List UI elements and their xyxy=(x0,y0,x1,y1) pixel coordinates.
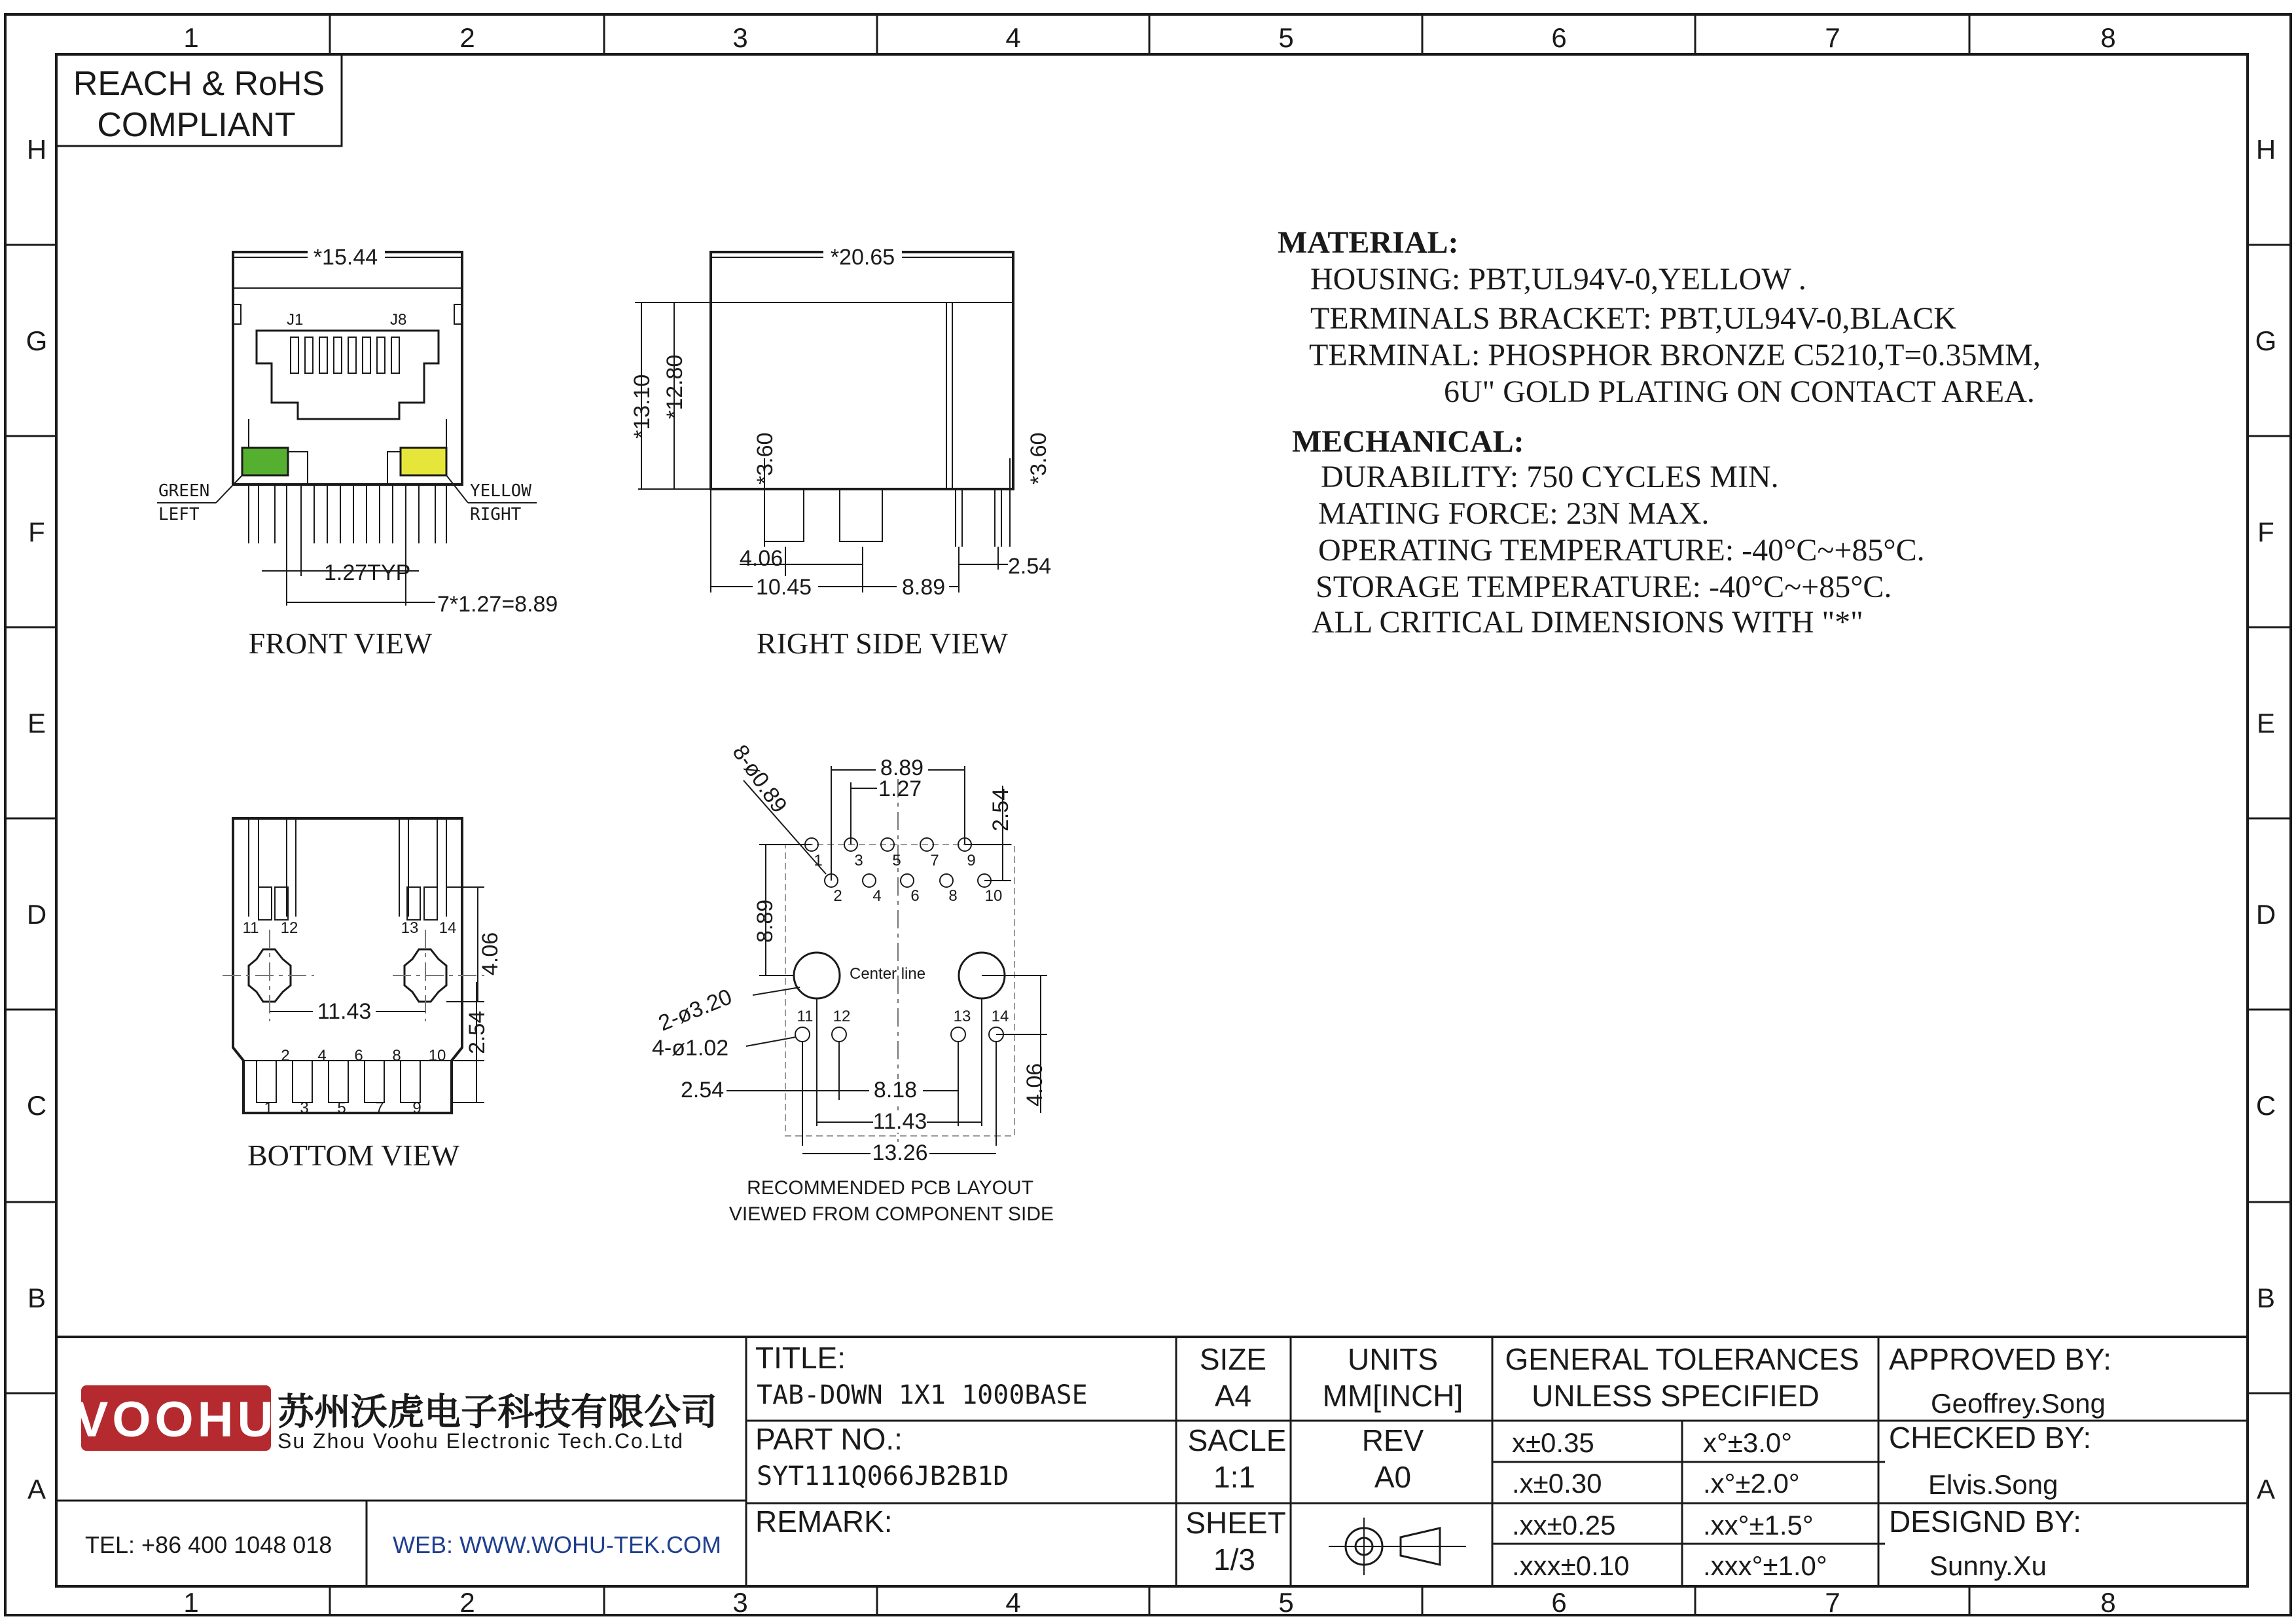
front-view xyxy=(157,245,558,660)
bottom-pin-5-label: 5 xyxy=(337,1099,346,1117)
title-value: TAB-DOWN 1X1 1000BASE xyxy=(757,1380,1088,1410)
mechanical-line: MATING FORCE: 23N MAX. xyxy=(1318,496,1710,531)
col-label-top: 2 xyxy=(459,22,475,53)
pcb-pin-9-label: 9 xyxy=(967,852,976,869)
tolerance-angular: x°±3.0° xyxy=(1703,1427,1793,1458)
col-label-bottom: 5 xyxy=(1278,1587,1294,1618)
col-label-top: 4 xyxy=(1005,22,1021,53)
size-value: A4 xyxy=(1214,1379,1252,1413)
tolerance-linear: .x±0.30 xyxy=(1512,1468,1602,1499)
col-label-top: 1 xyxy=(183,22,199,53)
bottom-pin-14-label: 14 xyxy=(439,919,457,937)
title-label: TITLE: xyxy=(755,1341,846,1375)
row-label-left: F xyxy=(28,517,45,547)
bottom-dim-254: 2.54 xyxy=(465,1010,490,1054)
front-pins xyxy=(249,484,446,543)
material-title: MATERIAL: xyxy=(1278,225,1459,260)
mechanical-line: STORAGE TEMPERATURE: -40°C~+85°C. xyxy=(1316,570,1892,604)
sheet-value: 1/3 xyxy=(1213,1542,1255,1577)
checked-by-value: Elvis.Song xyxy=(1928,1469,2058,1500)
pcb-dim-254-bottom: 2.54 xyxy=(681,1078,725,1103)
checked-by-label: CHECKED BY: xyxy=(1889,1421,2092,1455)
pcb-caption-line-2: VIEWED FROM COMPONENT SIDE xyxy=(728,1203,1054,1225)
specifications xyxy=(1278,225,2041,640)
pcb-small-holes-label: 4-ø1.02 xyxy=(652,1036,729,1061)
led-left-label-color: GREEN xyxy=(158,481,210,501)
bottom-pin-3-label: 3 xyxy=(300,1099,309,1117)
pcb-dim-127: 1.27 xyxy=(878,776,922,801)
pcb-dim-818: 8.18 xyxy=(873,1078,918,1103)
pcb-pin-14-label: 14 xyxy=(991,1008,1009,1025)
row-label-right: E xyxy=(2256,708,2276,739)
tolerance-angular: .x°±2.0° xyxy=(1703,1468,1800,1499)
scale-label: SACLE xyxy=(1187,1423,1287,1457)
front-view-caption: FRONT VIEW xyxy=(248,627,433,660)
row-label-right: B xyxy=(2256,1283,2276,1313)
side-dim-406: 4.06 xyxy=(740,546,783,571)
row-label-right: H xyxy=(2255,134,2276,165)
pcb-dim-254-top: 2.54 xyxy=(988,788,1013,831)
col-label-top: 3 xyxy=(732,22,748,53)
row-label-right: A xyxy=(2256,1474,2276,1504)
row-label-left: B xyxy=(27,1283,46,1313)
tolerance-title-2: UNLESS SPECIFIED xyxy=(1532,1379,1820,1413)
mechanical-line: OPERATING TEMPERATURE: -40°C~+85°C. xyxy=(1318,533,1925,568)
compliance-line-1: REACH & RoHS xyxy=(73,65,325,103)
tolerance-title-1: GENERAL TOLERANCES xyxy=(1505,1342,1859,1376)
row-label-left: G xyxy=(26,325,48,356)
pcb-pin-2-label: 2 xyxy=(833,887,842,905)
side-height-dim-2: *12.80 xyxy=(662,354,687,419)
tolerance-angular: .xx°±1.5° xyxy=(1703,1510,1814,1541)
mechanical-line: DURABILITY: 750 CYCLES MIN. xyxy=(1321,460,1779,494)
bottom-pin-11-label: 11 xyxy=(242,919,259,937)
side-dim-254: 2.54 xyxy=(1008,554,1052,579)
tolerance-linear: .xx±0.25 xyxy=(1512,1510,1616,1541)
approved-by-value: Geoffrey.Song xyxy=(1931,1388,2106,1419)
bottom-pin-6-label: 6 xyxy=(354,1047,363,1065)
col-label-bottom: 1 xyxy=(183,1587,199,1618)
row-label-right: D xyxy=(2255,899,2276,930)
led-left-label-position: LEFT xyxy=(158,505,200,524)
side-length-dim: *20.65 xyxy=(830,245,895,270)
col-label-top: 5 xyxy=(1278,22,1294,53)
bottom-view xyxy=(223,818,503,1172)
row-label-left: A xyxy=(27,1474,46,1504)
pcb-center-line-label: Center line xyxy=(850,965,926,983)
company-logo xyxy=(75,1385,278,1451)
side-pin-length-left: *3.60 xyxy=(753,432,778,484)
right-side-view-caption: RIGHT SIDE VIEW xyxy=(756,627,1009,660)
bottom-view-caption: BOTTOM VIEW xyxy=(247,1139,460,1172)
side-pin-length-right: *3.60 xyxy=(1026,432,1051,484)
pcb-big-holes-label: 2-ø3.20 xyxy=(655,984,736,1036)
revision-label: REV xyxy=(1361,1423,1424,1457)
bottom-pin-4-label: 4 xyxy=(317,1047,327,1065)
material-line: 6U" GOLD PLATING ON CONTACT AREA. xyxy=(1444,374,2035,409)
pcb-pin-11-label: 11 xyxy=(797,1008,814,1025)
side-height-dim-1: *13.10 xyxy=(630,374,655,439)
sheet-label: SHEET xyxy=(1185,1506,1286,1540)
pcb-pin-4-label: 4 xyxy=(872,887,882,905)
pcb-pin-5-label: 5 xyxy=(892,852,901,869)
bottom-dim-1143: 11.43 xyxy=(317,999,372,1024)
revision-value: A0 xyxy=(1374,1460,1412,1494)
side-dim-889: 8.89 xyxy=(902,575,946,600)
material-line: HOUSING: PBT,UL94V-0,YELLOW . xyxy=(1310,262,1806,297)
pcb-pin-6-label: 6 xyxy=(910,887,920,905)
bottom-pin-10-label: 10 xyxy=(428,1047,446,1065)
pcb-caption-line-1: RECOMMENDED PCB LAYOUT xyxy=(747,1177,1033,1199)
pcb-dim-1143: 11.43 xyxy=(872,1109,927,1134)
led-right-label-color: YELLOW xyxy=(470,481,531,501)
pcb-dim-889-left: 8.89 xyxy=(753,899,778,943)
row-label-right: G xyxy=(2255,325,2277,356)
row-label-right: F xyxy=(2257,517,2274,547)
material-line: TERMINALS BRACKET: PBT,UL94V-0,BLACK xyxy=(1310,301,1956,336)
material-line: TERMINAL: PHOSPHOR BRONZE C5210,T=0.35MM, xyxy=(1309,338,2041,373)
col-label-bottom: 2 xyxy=(459,1587,475,1618)
contact-tel: TEL: +86 400 1048 018 xyxy=(85,1531,332,1558)
pcb-pin-8-label: 8 xyxy=(948,887,958,905)
led-yellow xyxy=(401,448,446,475)
front-pitch-dim: 1.27TYP xyxy=(324,560,411,585)
row-label-left: D xyxy=(26,899,47,930)
bottom-pin-2-label: 2 xyxy=(281,1047,290,1065)
units-label: UNITS xyxy=(1348,1342,1438,1376)
bottom-pin-8-label: 8 xyxy=(392,1047,401,1065)
company-name-cn: 苏州沃虎电子科技有限公司 xyxy=(278,1391,717,1432)
third-angle-projection-icon xyxy=(1329,1518,1466,1575)
pcb-pin-13-label: 13 xyxy=(953,1008,971,1025)
bottom-dim-406: 4.06 xyxy=(478,932,503,976)
contact-fingers xyxy=(291,337,399,373)
col-label-bottom: 7 xyxy=(1825,1587,1840,1618)
approved-by-label: APPROVED BY: xyxy=(1889,1342,2112,1376)
compliance-box xyxy=(56,54,342,146)
bottom-pin-1-label: 1 xyxy=(264,1099,273,1117)
col-label-bottom: 6 xyxy=(1551,1587,1567,1618)
led-green xyxy=(242,448,288,475)
mechanical-line: ALL CRITICAL DIMENSIONS WITH "*" xyxy=(1312,605,1863,640)
row-label-right: C xyxy=(2255,1090,2276,1121)
pin-j1-label: J1 xyxy=(287,311,304,329)
pcb-dim-1326: 13.26 xyxy=(872,1140,928,1165)
tolerance-angular: .xxx°±1.0° xyxy=(1703,1550,1827,1581)
pcb-pin-12-label: 12 xyxy=(833,1008,851,1025)
compliance-line-2: COMPLIANT xyxy=(97,106,296,144)
size-label: SIZE xyxy=(1199,1342,1267,1376)
remark-label: REMARK: xyxy=(755,1504,893,1539)
side-dim-1045: 10.45 xyxy=(756,575,812,600)
bottom-pin-7-label: 7 xyxy=(375,1099,384,1117)
designed-by-label: DESIGND BY: xyxy=(1889,1504,2081,1539)
col-label-bottom: 8 xyxy=(2100,1587,2116,1618)
col-label-top: 8 xyxy=(2100,22,2116,53)
row-label-left: E xyxy=(27,708,46,739)
tolerance-linear: .xxx±0.10 xyxy=(1512,1550,1630,1581)
pcb-pin-10-label: 10 xyxy=(984,887,1003,905)
col-label-top: 6 xyxy=(1551,22,1567,53)
tolerance-linear: x±0.35 xyxy=(1512,1427,1594,1458)
bottom-pin-9-label: 9 xyxy=(412,1099,422,1117)
right-side-view xyxy=(630,245,1051,660)
units-value: MM[INCH] xyxy=(1322,1379,1463,1413)
pcb-dim-889-top: 8.89 xyxy=(880,756,924,780)
pcb-pin-1-label: 1 xyxy=(814,852,823,869)
front-span-dim: 7*1.27=8.89 xyxy=(437,592,558,617)
part-number-value: SYT111Q066JB2B1D xyxy=(757,1461,1009,1491)
col-label-top: 7 xyxy=(1825,22,1840,53)
title-block xyxy=(56,1337,2248,1586)
contact-web[interactable]: WEB: WWW.WOHU-TEK.COM xyxy=(393,1531,721,1558)
pcb-pin-7-label: 7 xyxy=(930,852,939,869)
company-name-en: Su Zhou Voohu Electronic Tech.Co.Ltd xyxy=(278,1429,685,1453)
row-label-left: C xyxy=(26,1090,47,1121)
logo-text: VOOHU xyxy=(75,1392,278,1448)
designed-by-value: Sunny.Xu xyxy=(1929,1550,2047,1581)
front-width-dim: *15.44 xyxy=(313,245,378,270)
pcb-signal-holes-label: 8-ø0.89 xyxy=(727,740,792,818)
led-right-label-position: RIGHT xyxy=(470,505,522,524)
part-number-label: PART NO.: xyxy=(755,1422,903,1456)
bottom-pin-12-label: 12 xyxy=(280,919,298,937)
pcb-pin-3-label: 3 xyxy=(854,852,863,869)
pin-j8-label: J8 xyxy=(390,311,407,329)
row-label-left: H xyxy=(26,134,47,165)
col-label-bottom: 3 xyxy=(732,1587,748,1618)
pcb-dim-406: 4.06 xyxy=(1022,1063,1047,1106)
mechanical-title: MECHANICAL: xyxy=(1292,424,1524,459)
scale-value: 1:1 xyxy=(1213,1460,1255,1494)
col-label-bottom: 4 xyxy=(1005,1587,1021,1618)
bottom-pin-13-label: 13 xyxy=(401,919,419,937)
pcb-layout xyxy=(652,740,1054,1225)
